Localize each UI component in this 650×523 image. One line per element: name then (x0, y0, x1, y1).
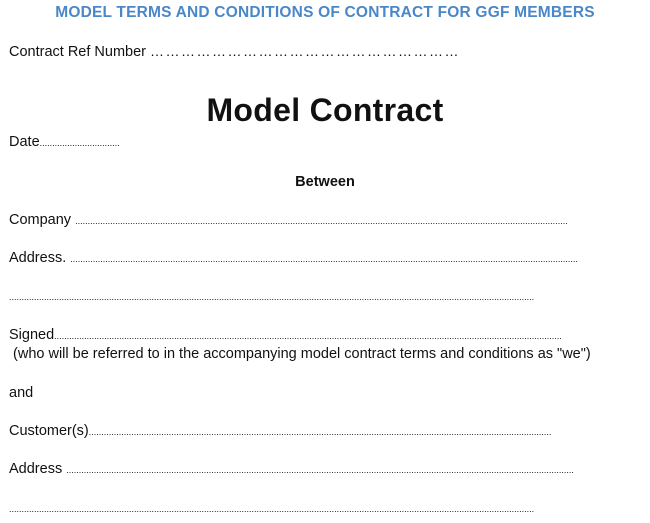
customer-address-label: Address (9, 461, 63, 477)
contract-ref-line (9, 43, 460, 60)
between-label: Between (295, 174, 355, 190)
date-dots: ................................ (39, 138, 120, 148)
address-label: Address. (9, 250, 67, 266)
customer-address-line2-dots: .................................................................................................................................................................................................................. (9, 504, 535, 514)
date-line (9, 134, 120, 150)
address-line-2 (9, 288, 617, 304)
address-line2-dots: .................................................................................................................................................................................................................. (9, 292, 535, 302)
contract-ref-label: Contract Ref Number (9, 44, 146, 60)
signed-line (9, 327, 617, 343)
we-note: (who will be referred to in the accompanying model contract terms and conditions as "we") (9, 346, 591, 362)
signed-dots: ........................................................................................................................................................................................................... (54, 331, 562, 341)
address-dots: ........................................................................................................................................................................................................... (70, 254, 578, 264)
and-label: and (9, 385, 34, 401)
customer-address-line-2 (9, 500, 617, 516)
customer-address-dots: ........................................................................................................................................................................................................... (66, 465, 574, 475)
header-title: MODEL TERMS AND CONDITIONS OF CONTRACT FOR GGF MEMBERS (55, 4, 595, 21)
main-title: Model Contract (206, 92, 444, 128)
address-line (9, 250, 617, 266)
customer-address-line (9, 461, 617, 477)
customer-dots: ......................................................................................................................................................................................... (88, 427, 552, 437)
customer-line (9, 423, 617, 439)
customer-label: Customer(s) (9, 423, 89, 439)
signed-label: Signed (9, 327, 55, 343)
company-dots: ..................................................................................................................................................................................................... (75, 216, 568, 226)
date-label: Date (9, 134, 40, 150)
company-label: Company (9, 212, 72, 228)
company-line (9, 212, 617, 228)
contract-ref-dots: …………………………………………………… (150, 43, 461, 59)
